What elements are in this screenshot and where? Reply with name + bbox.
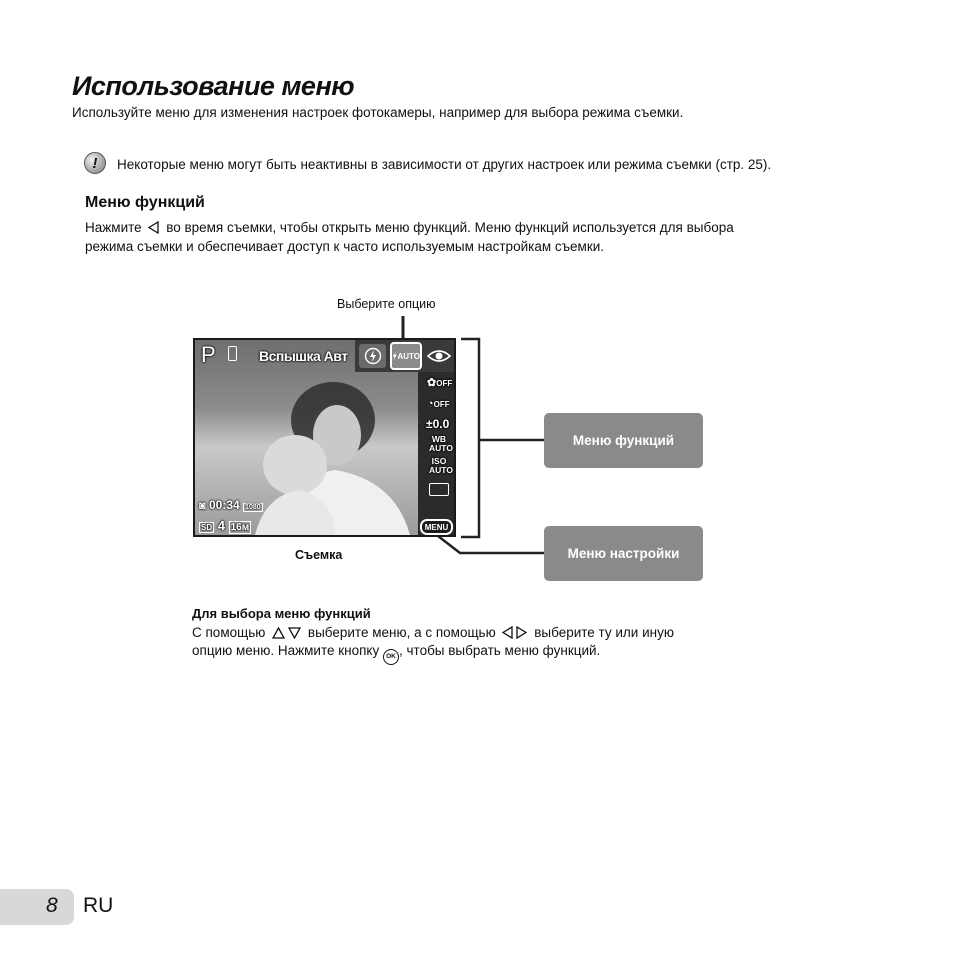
intro-text: Используйте меню для изменения настроек фотокамеры, например для выбора режима съемки. xyxy=(72,105,684,120)
movie-info: ◙ 00:34 1080 xyxy=(199,498,261,512)
figure-caption: Съемка xyxy=(295,548,343,562)
page-number: 8 xyxy=(46,894,58,917)
flash-auto-option[interactable]: AUTO xyxy=(390,342,422,370)
arrow-right-icon xyxy=(516,626,527,639)
shooting-mode: P xyxy=(201,342,216,367)
caution-icon: ! xyxy=(84,152,106,174)
menu-button[interactable]: MENU xyxy=(420,519,453,535)
movie-icon: ◙ xyxy=(199,500,206,512)
camera-screen xyxy=(193,338,456,537)
macro-icon: ✿ xyxy=(427,377,437,389)
shots-info: SD 4 16м xyxy=(201,518,250,533)
arrow-up-icon xyxy=(272,627,285,639)
section-heading: Меню функций xyxy=(85,194,205,211)
flash-label: Вспышка Авт xyxy=(259,348,348,364)
page-language: RU xyxy=(83,894,114,917)
sd-card-icon: SD xyxy=(201,523,213,532)
aspect-ratio-icon[interactable] xyxy=(429,483,449,496)
function-item-wb[interactable]: WB AUTO xyxy=(429,434,453,453)
section-paragraph-line2: режима съемки и обеспечивает доступ к часто используемым настройкам съемки. xyxy=(85,239,605,254)
page-title: Использование меню xyxy=(72,71,355,101)
select-option-label: Выберите опцию xyxy=(337,297,436,311)
function-item-self-timer[interactable]: ◔OFF xyxy=(427,398,450,410)
function-menu-callout: Меню функций xyxy=(544,413,703,468)
instructions-line1: С помощью выберите меню, а с помощью выберите ту или иную xyxy=(192,625,674,640)
page-number-tab xyxy=(0,889,74,925)
setup-menu-callout: Меню настройки xyxy=(544,526,703,581)
arrow-left-icon xyxy=(502,626,513,639)
battery-icon xyxy=(228,346,237,361)
instructions-line2: опцию меню. Нажмите кнопку OK , чтобы выбрать меню функций. xyxy=(192,642,600,665)
arrow-down-icon xyxy=(288,627,301,639)
red-eye-option[interactable] xyxy=(425,346,453,366)
function-item-exposure[interactable]: ±0.0 xyxy=(426,417,450,431)
function-item-iso[interactable]: ISO AUTO xyxy=(429,456,453,475)
function-sidebar xyxy=(418,372,454,537)
section-paragraph-line1: Нажмите во время съемки, чтобы открыть меню функций. Меню функций используется для выбора xyxy=(85,220,734,235)
ok-button-icon: OK xyxy=(383,649,399,665)
red-eye-icon xyxy=(426,348,452,364)
instructions-heading: Для выбора меню функций xyxy=(192,606,371,621)
self-timer-icon: ◔ xyxy=(427,398,434,410)
function-item-macro[interactable]: ✿OFF xyxy=(427,377,453,389)
flash-off-option[interactable] xyxy=(359,344,386,368)
note-text: Некоторые меню могут быть неактивны в зависимости от других настроек или режима съемки (стр. 25). xyxy=(117,157,772,172)
flash-off-icon xyxy=(364,347,382,365)
